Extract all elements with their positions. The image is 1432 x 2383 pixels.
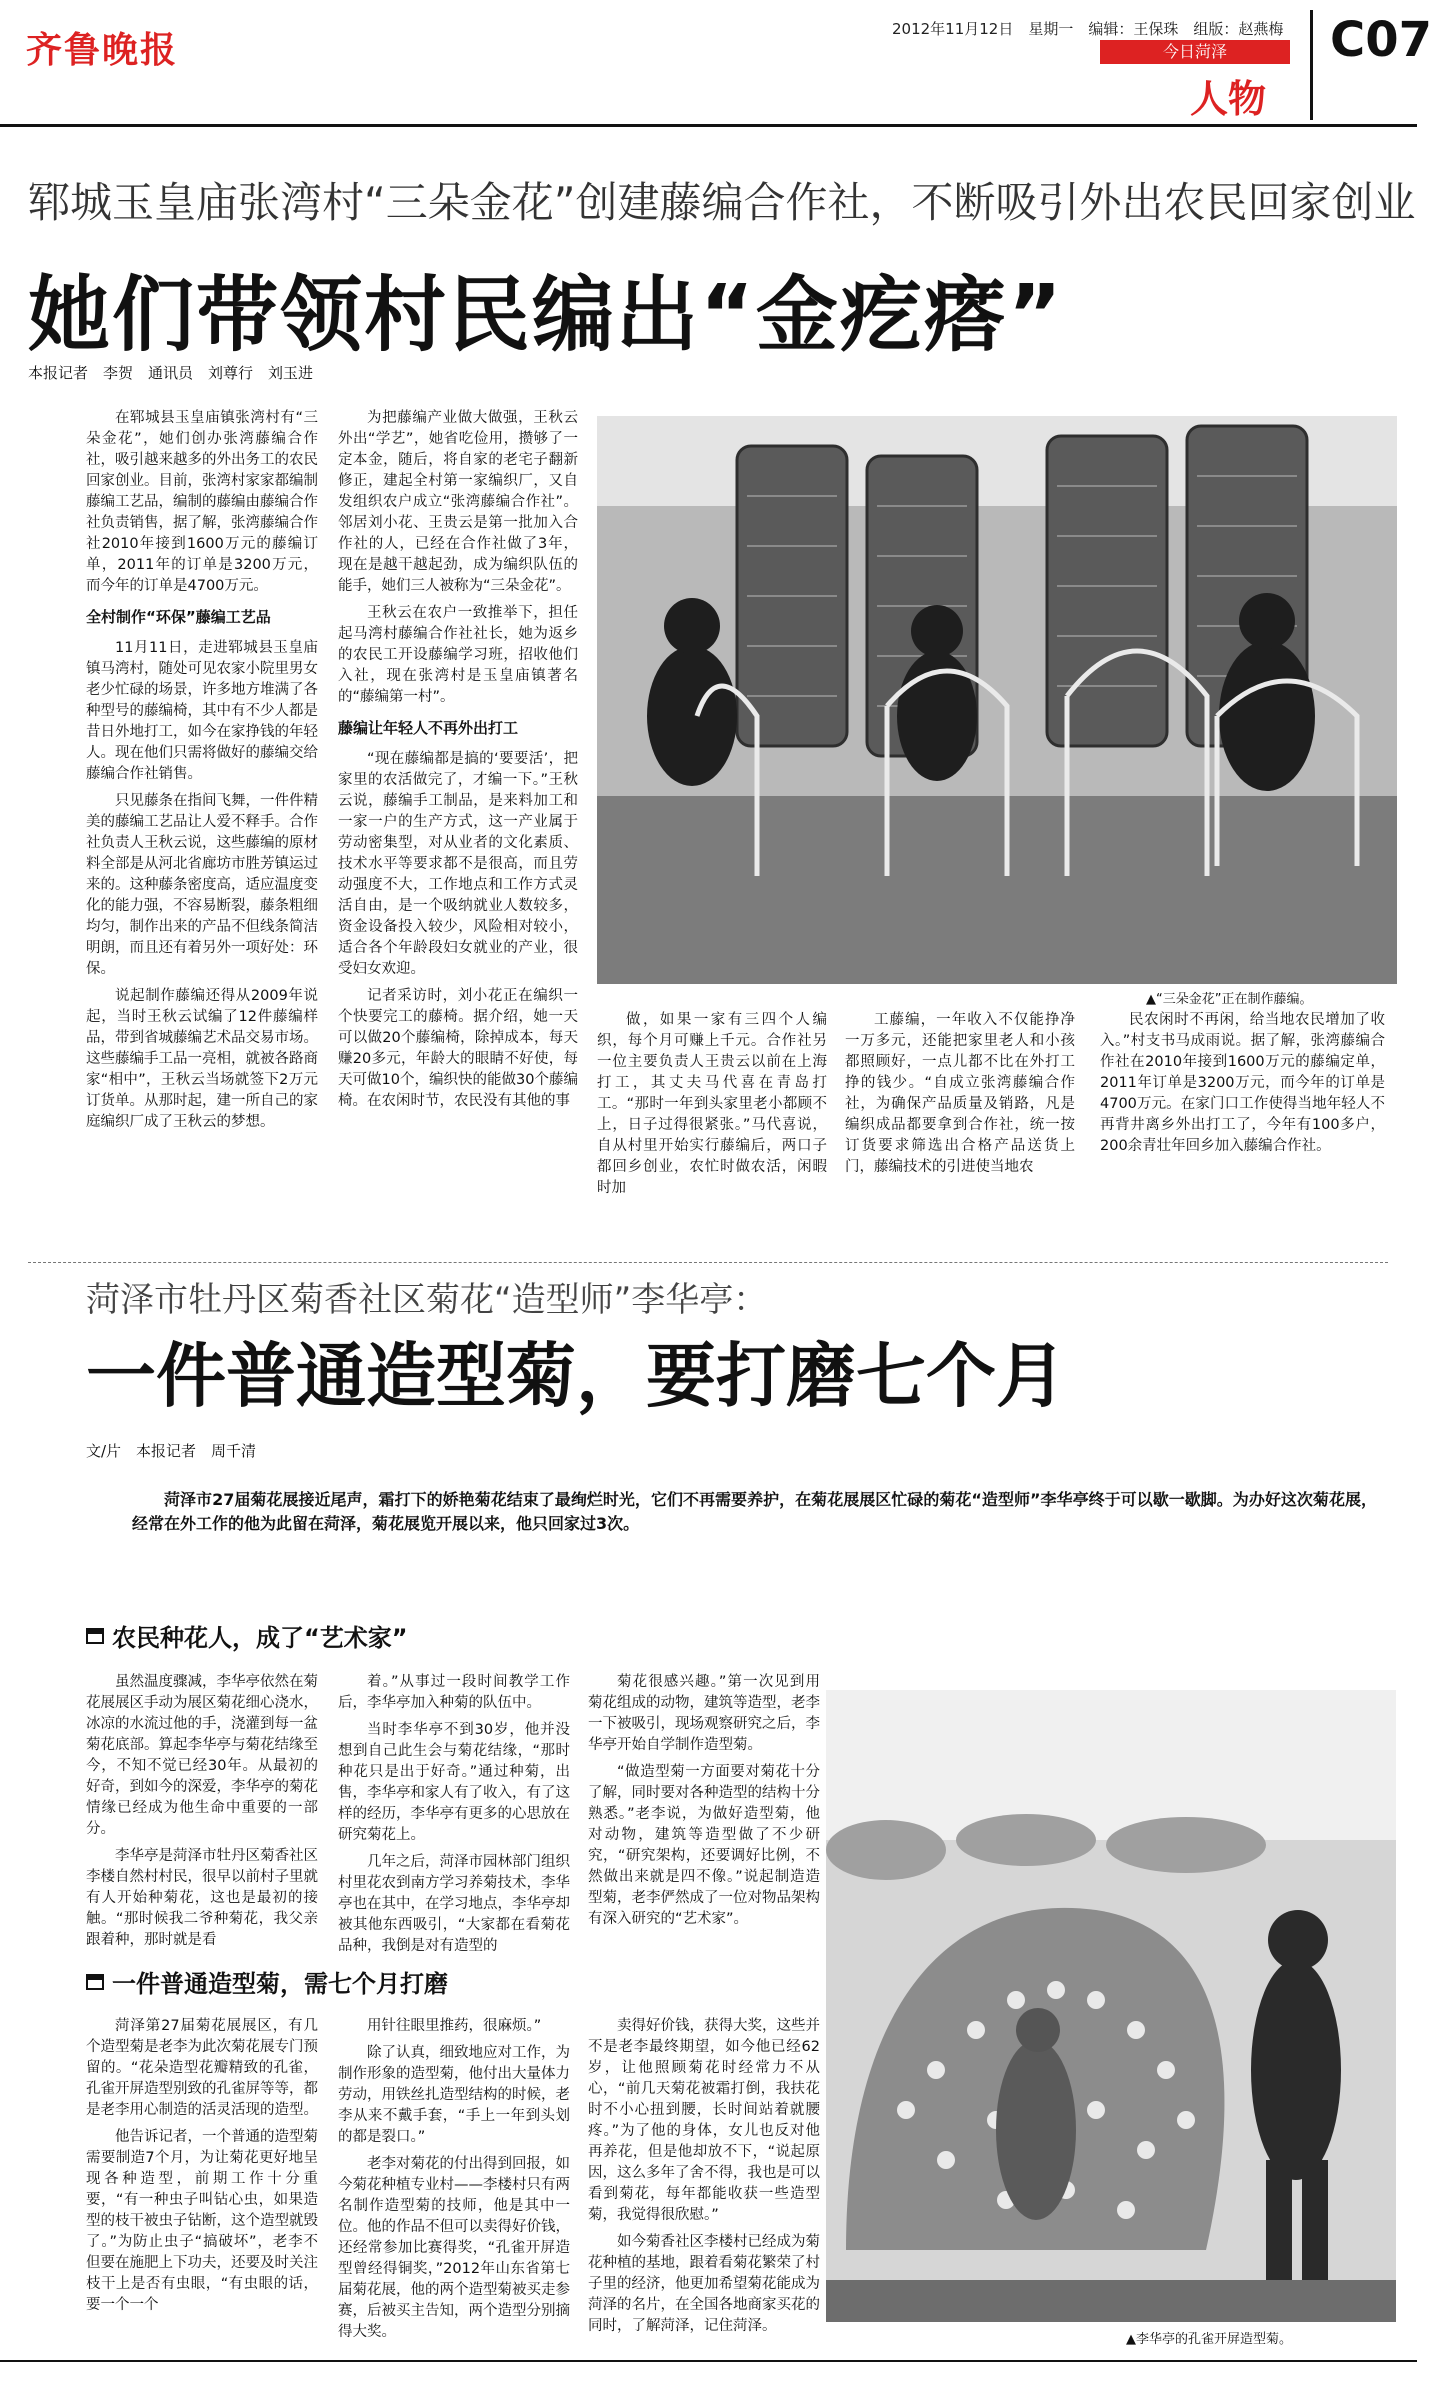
rattan-weaving-photo <box>597 416 1397 984</box>
paragraph: 菊花很感兴趣。”第一次见到用菊花组成的动物，建筑等造型，老李一下被吸引，现场观察研究之后，李华亭开始自学制作造型菊。 <box>588 1674 820 1753</box>
story1-kicker: 郓城玉皇庙张湾村“三朵金花”创建藤编合作社，不断吸引外出农民回家创业 <box>28 178 1416 227</box>
paragraph: “现在藤编都是搞的‘要要活’，把家里的农活做完了，才编一下。”王秋云说，藤编手工制品，是来料加工和一家一户的生产方式，这一产业属于劳动密集型，对从业者的文化素质、技术水平等要求都不是很高，而且劳动强度不大，工作地点和工作方式灵活自由，是一个吸纳就业人数较多，资金设备投入较少，风险相对较小，适合各个年龄段妇女就业的产业，很受妇女欢迎。 <box>338 751 578 977</box>
top-rule <box>0 124 1417 127</box>
paragraph: 用针往眼里推药，很麻烦。” <box>367 2018 542 2034</box>
section-1-title: 农民种花人，成了“艺术家” <box>112 1624 408 1652</box>
paragraph: 11月11日，走进郓城县玉皇庙镇马湾村，随处可见农家小院里男女老少忙碌的场景，许多地方堆满了各种型号的藤编椅，其中有不少人都是昔日外地打工，如今在家挣钱的年轻人。现在他们只需将做好的藤编交给藤编合作社销售。 <box>86 640 318 782</box>
story1-subhead-2: 藤编让年轻人不再外出打工 <box>338 719 519 737</box>
paragraph: 老李对菊花的付出得到回报，如今菊花种植专业村——李楼村只有两名制作造型菊的技师，他是其中一位。他的作品不但可以卖得好价钱，还经常参加比赛得奖，“孔雀开屏造型曾经得铜奖，”2012年山东省第七届菊花展，他的两个造型菊被买走参赛，后被买主告知，两个造型分别摘得大奖。 <box>338 2156 570 2340</box>
story-divider <box>28 1262 1388 1263</box>
story2-kicker: 菏泽市牡丹区菊香社区菊花“造型师”李华亭： <box>86 1280 768 1320</box>
story2-headline: 一件普通造型菊，要打磨七个月 <box>86 1335 1066 1417</box>
story1-subhead-1: 全村制作“环保”藤编工艺品 <box>86 608 271 626</box>
story1-column-4 <box>845 1010 1075 1184</box>
story1-column-2 <box>338 408 578 1118</box>
story2-s1-column-2 <box>338 1672 570 1963</box>
paragraph: 说起制作藤编还得从2009年说起，当时王秋云试编了12件藤编样品，带到省城藤编艺术品交易市场。这些藤编手工品一亮相，就被各路商家“相中”，王秋云当场就签下2万元订货单。从那时起，建一所自己的家庭编织厂成了王秋云的梦想。 <box>86 988 318 1130</box>
chrysanthemum-photo-illustration <box>826 1690 1396 2322</box>
story2-byline: 文/片 本报记者 周千清 <box>86 1442 257 1460</box>
paragraph: 记者采访时，刘小花正在编织一个快要完工的藤椅。据介绍，她一天可以做20个藤编椅，除掉成本，每天赚20多元，年龄大的眼睛不好使，每天可做10个，编织快的能做30个藤编椅。在农闲时节，农民没有其他的事 <box>338 988 578 1109</box>
story2-section-1-heading <box>86 1618 408 1653</box>
story2-s2-column-2 <box>338 2016 570 2349</box>
paragraph: 他告诉记者，一个普通的造型菊需要制造7个月，为让菊花更好地呈现各种造型，前期工作十分重要，“有一种虫子叫钻心虫，如果造型的枝干被虫子钻断，这个造型就毁了。”为防止虫子“搞破坏”，老李不但要在施肥上下功夫，还要及时关注枝干上是否有虫眼，“有虫眼的话，要一个一个 <box>86 2129 318 2313</box>
paragraph: “做造型菊一方面要对菊花十分了解，同时要对各种造型的结构十分熟悉。”老李说，为做好造型菊，他对动物，建筑等造型做了不少研究，“研究架构，还要调好比例，不然做出来就是四不像。”说起制造造型菊，老李俨然成了一位对物品架构有深入研究的“艺术家”。 <box>588 1764 820 1927</box>
paragraph: 工藤编，一年收入不仅能挣净一万多元，还能把家里老人和小孩都照顾好，一点儿都不比在外打工挣的钱少。“自成立张湾藤编合作社，为确保产品质量及销路，凡是编织成品都要拿到合作社，统一按订货要求筛选出合格产品送货上门，藤编技术的引进使当地农 <box>845 1012 1075 1175</box>
paragraph: 除了认真，细致地应对工作，为制作形象的造型菊，他付出大量体力劳动，用铁丝扎造型结构的时候，老李从来不戴手套，“手上一年到头划的都是裂口。” <box>338 2045 570 2145</box>
story2-photo-caption: ▲李华亭的孔雀开屏造型菊。 <box>1126 2332 1292 2347</box>
section-2-title: 一件普通造型菊，需七个月打磨 <box>112 1970 448 1998</box>
paragraph: 李华亭是菏泽市牡丹区菊香社区李楼自然村村民，很早以前村子里就有人开始种菊花，这也是最初的接触。“那时候我二爷种菊花，我父亲跟着种，那时就是看 <box>86 1848 318 1948</box>
section-tag: 今日菏泽 <box>1100 40 1290 64</box>
section-box-icon <box>86 1628 104 1644</box>
paragraph: 几年之后，菏泽市园林部门组织村里花农到南方学习养菊技术，李华亭也在其中，在学习地点，李华亭却被其他东西吸引，“大家都在看菊花品种，我倒是对有造型的 <box>338 1854 570 1954</box>
paragraph: 如今菊香社区李楼村已经成为菊花种植的基地，跟着看菊花繁荣了村子里的经济，他更加希望菊花能成为菏泽的名片，在全国各地商家买花的同时，了解菏泽，记住菏泽。 <box>588 2234 820 2334</box>
paragraph: 只见藤条在指间飞舞，一件件精美的藤编工艺品让人爱不释手。合作社负责人王秋云说，这些藤编的原材料全部是从河北省廊坊市胜芳镇运过来的。这种藤条密度高，适应温度变化的能力强，不容易断裂，藤条粗细均匀，制作出来的产品不但线条简洁明朗，而且还有着另外一项好处：环保。 <box>86 793 318 977</box>
story1-headline: 她们带领村民编出“金疙瘩” <box>28 268 1064 363</box>
paragraph: 做，如果一家有三四个人编织，每个月可赚上千元。合作社另一位主要负责人王贵云以前在上海打工，其丈夫马代喜在青岛打工。“那时一年到头家里老小都顾不上，日子过得很紧张。”马代喜说，自从村里开始实行藤编后，两口子都回乡创业，农忙时做农活，闲暇时加 <box>597 1012 827 1196</box>
section-box-icon <box>86 1974 104 1990</box>
story1-photo-caption: ▲“三朵金花”正在制作藤编。 <box>1146 992 1313 1007</box>
bottom-rule <box>0 2360 1417 2362</box>
masthead-divider <box>1310 10 1313 120</box>
newspaper-logo: 齐鲁晚报 <box>26 29 179 71</box>
story1-column-5 <box>1100 1010 1385 1163</box>
story2-s1-column-1 <box>86 1672 318 1957</box>
paragraph: 民农闲时不再闲，给当地农民增加了收入。”村支书马成雨说。据了解，张湾藤编合作社在2010年接到1600万元的藤编定单，2011年订单是3200万元，而今年的订单是4700万元。在家门口工作使得当地年轻人不再背井离乡外出打工了，今年有100多户，200余青壮年回乡加入藤编合作社。 <box>1100 1012 1385 1154</box>
rattan-photo-illustration <box>597 416 1397 984</box>
lead-paragraph: 菏泽市27届菊花展接近尾声，霜打下的娇艳菊花结束了最绚烂时光，它们不再需要养护，在菊花展展区忙碌的菊花“造型师”李华亭终于可以歇一歇脚。为办好这次菊花展，经常在外工作的他为此留在菏泽，菊花展览开展以来，他只回家过3次。 <box>132 1490 1377 1533</box>
page-number: C07 <box>1330 12 1432 68</box>
story2-lead <box>132 1488 1377 1536</box>
section-title: 人物 <box>1190 77 1267 121</box>
paragraph: 虽然温度骤减，李华亭依然在菊花展展区手动为展区菊花细心浇水，冰凉的水流过他的手，浇灌到每一盆菊花底部。算起李华亭与菊花结缘至今，不知不觉已经30年。从最初的好奇，到如今的深爱，李华亭的菊花情缘已经成为他生命中重要的一部分。 <box>86 1674 318 1837</box>
chrysanthemum-peacock-photo <box>826 1690 1396 2322</box>
story1-column-1 <box>86 408 318 1139</box>
paragraph: 在郓城县玉皇庙镇张湾村有“三朵金花”，她们创办张湾藤编合作社，吸引越来越多的外出务工的农民回家创业。目前，张湾村家家都编制藤编工艺品，编制的藤编由藤编合作社负责销售，据了解，张湾藤编合作社2010年接到1600万元的藤编订单，2011年的订单是3200万元，而今年的订单是4700万元。 <box>86 410 318 594</box>
issue-meta: 2012年11月12日 星期一 编辑：王保珠 组版：赵燕梅 <box>892 20 1284 38</box>
story1-column-3 <box>597 1010 827 1205</box>
paragraph: 卖得好价钱，获得大奖，这些并不是老李最终期望，如今他已经62岁，让他照顾菊花时经常力不从心，“前几天菊花被霜打倒，我扶花时不小心扭到腰，长时间站着就腰疼。”为了他的身体，女儿也反对他再养花，但是他却放不下，“说起原因，这么多年了舍不得，我也是可以看到菊花，每年都能收获一些造型菊，我觉得很欣慰。” <box>588 2018 820 2223</box>
story2-s2-column-3 <box>588 2016 820 2343</box>
paragraph: 当时李华亭不到30岁，他并没想到自己此生会与菊花结缘，“那时种花只是出于好奇。”通过种菊，出售，李华亭和家人有了收入，有了这样的经历，李华亭有更多的心思放在研究菊花上。 <box>338 1722 570 1843</box>
paragraph: 着。”从事过一段时间教学工作后，李华亭加入种菊的队伍中。 <box>338 1674 570 1711</box>
story2-s2-column-1 <box>86 2016 318 2322</box>
paragraph: 王秋云在农户一致推举下，担任起马湾村藤编合作社社长，她为返乡的农民工开设藤编学习班，招收他们入社，现在张湾村是玉皇庙镇著名的“藤编第一村”。 <box>338 605 578 705</box>
paragraph: 为把藤编产业做大做强，王秋云外出“学艺”，她省吃俭用，攒够了一定本金，随后，将自家的老宅子翻新修正，建起全村第一家编织厂，又自发组织农户成立“张湾藤编合作社”。邻居刘小花、王贵云是第一批加入合作社的人，已经在合作社做了3年，现在是越干越起劲，成为编织队伍的能手，她们三人被称为“三朵金花”。 <box>338 410 578 594</box>
story2-section-2-heading <box>86 1964 448 1999</box>
story2-s1-column-3 <box>588 1672 820 1936</box>
paragraph: 菏泽第27届菊花展展区，有几个造型菊是老李为此次菊花展专门预留的。“花朵造型花瓣精致的孔雀，孔雀开屏造型别致的孔雀屏等等，都是老李用心制造的活灵活现的造型。 <box>86 2018 318 2118</box>
story1-byline: 本报记者 李贺 通讯员 刘尊行 刘玉进 <box>28 364 314 382</box>
